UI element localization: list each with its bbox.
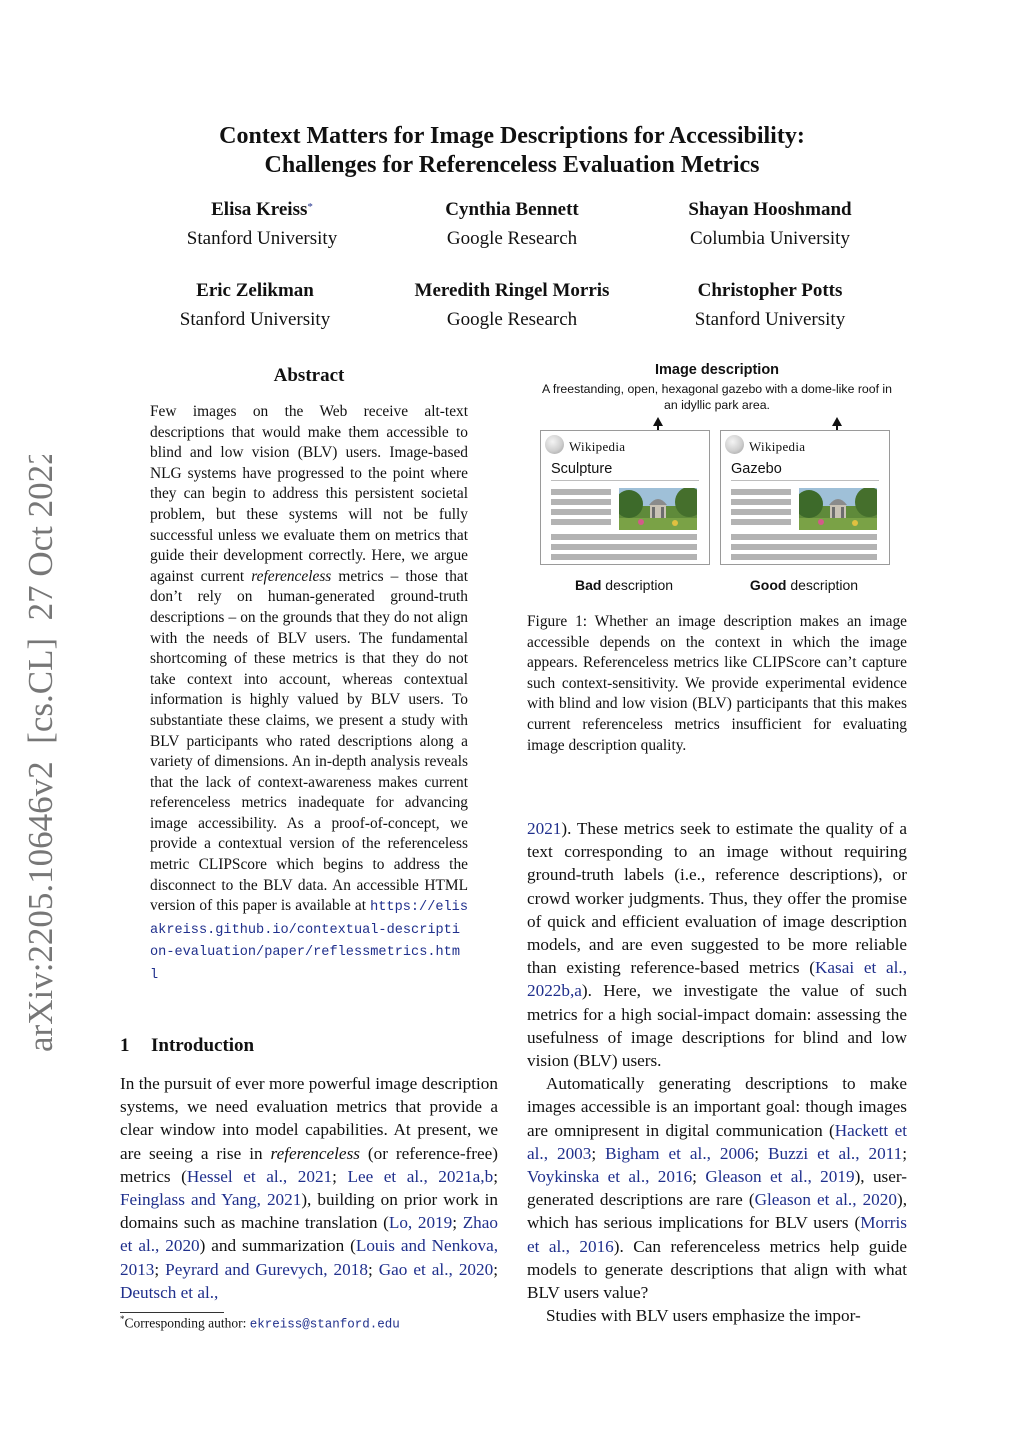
citation-link[interactable]: Hessel et al., 2021 bbox=[186, 1166, 333, 1186]
author-affiliation: Stanford University bbox=[186, 228, 338, 249]
citation-link[interactable]: Gleason et al., 2020 bbox=[754, 1190, 897, 1210]
bad-description-label bbox=[540, 577, 708, 593]
abstract-text: metrics – those that don’t rely on human-generated ground-truth descriptions – on the grounds that they do not align with the needs of BLV users. The fundamental shortcoming of these metrics is that they do not take context into account, whereas contextual information is highly valued by BLV users. To substantiate these claims, we present a study with BLV participants who rated descriptions along a variety of dimensions. An in-depth analysis reveals that the lack of context-awareness makes current referenceless metrics inadequate for advancing image accessibility. As a proof-of-concept, we provide a contextual version of the referenceless metric CLIPScore which begins to address the disconnect to the BLV data. An accessible HTML version of this paper is available at bbox=[150, 567, 469, 915]
citation-link[interactable]: Peyrard and Gurevych, 2018 bbox=[165, 1259, 368, 1279]
text-placeholder-line bbox=[731, 554, 877, 560]
wikipedia-wordmark: Wikipedia bbox=[569, 439, 626, 454]
label-bold: Good bbox=[749, 577, 787, 593]
author-affiliation: Columbia University bbox=[690, 228, 850, 249]
author-name: Eric Zelikman bbox=[196, 280, 314, 301]
paper-title bbox=[120, 122, 904, 180]
text-placeholder-line bbox=[551, 509, 611, 515]
page-title: Gazebo bbox=[731, 461, 782, 477]
citation-link[interactable]: Lee et al., 2021a,b bbox=[347, 1166, 494, 1186]
text-placeholder-line bbox=[551, 519, 611, 525]
text-placeholder-line bbox=[731, 519, 791, 525]
body-text: ; bbox=[452, 1213, 463, 1233]
citation-link[interactable]: Zhao et al., 2020 bbox=[120, 1213, 499, 1256]
figure-caption: Figure 1: Whether an image description makes an image accessible depends on the context in which the image appears. Referenceless metrics like CLIPScore can’t capture such context-sensitivity. We provide experimental evidence with blind and low vision (BLV) participants that this makes current referenceless metrics insufficient for evaluating image description quality. bbox=[527, 613, 907, 754]
author-name: Elisa Kreiss bbox=[211, 199, 308, 220]
author-affiliation: Google Research bbox=[446, 309, 578, 330]
body-text: ; bbox=[902, 1143, 908, 1163]
text-placeholder-line bbox=[731, 534, 877, 540]
arrow-head-icon bbox=[653, 417, 663, 426]
citation-link[interactable]: Buzzi et al., 2011 bbox=[768, 1143, 903, 1163]
citation-link[interactable]: Gao et al., 2020 bbox=[378, 1259, 494, 1279]
body-text: ), user-generated descriptions are rare ( bbox=[527, 1167, 907, 1210]
section-heading bbox=[120, 1035, 254, 1057]
text-placeholder-line bbox=[551, 544, 697, 550]
text-placeholder-line bbox=[731, 544, 877, 550]
intro-paragraph bbox=[120, 1072, 498, 1304]
body-text: ; bbox=[367, 1259, 379, 1279]
arrow-head-icon bbox=[832, 417, 842, 426]
author-name: Shayan Hooshmand bbox=[688, 199, 852, 220]
body-text: ; bbox=[493, 1259, 498, 1279]
wikipedia-globe-icon bbox=[725, 435, 744, 454]
label-text: description bbox=[786, 577, 859, 593]
author-block bbox=[620, 195, 920, 253]
body-text: ), building on prior work in domains such as machine translation ( bbox=[120, 1190, 498, 1233]
citation-link[interactable]: 2021 bbox=[527, 819, 562, 838]
section-title: Introduction bbox=[151, 1035, 255, 1056]
paragraph bbox=[527, 817, 907, 1072]
abstract-text: Few images on the Web receive alt-text descriptions that would make them accessible to blind and low vision (BLV) users. Image-based NLG systems have progressed to the point where they can begin to address this persistent societal problem, but these systems will not be fully successful unless we evaluate them on metrics that guide their development correctly. Here, we argue against current bbox=[150, 403, 468, 585]
footnote-text: Corresponding author: bbox=[124, 1315, 250, 1331]
right-column-body bbox=[527, 817, 907, 1327]
title-divider bbox=[551, 480, 699, 481]
gazebo-photo bbox=[619, 488, 697, 530]
author-block bbox=[620, 276, 920, 334]
body-text: In the pursuit of ever more powerful image description systems, we need evaluation metrics that provide a clear window into model capabilities. At present, we are seeing a rise in bbox=[120, 1074, 498, 1163]
body-emphasis: referenceless bbox=[270, 1143, 360, 1163]
title-line-2: Challenges for Referenceless Evaluation Metrics bbox=[264, 152, 760, 178]
text-placeholder-line bbox=[551, 489, 611, 495]
citation-link[interactable]: Feinglass and Yang, 2021 bbox=[120, 1190, 302, 1210]
author-block bbox=[362, 276, 662, 334]
text-placeholder-line bbox=[731, 499, 791, 505]
citation-link[interactable]: Louis and Nenkova, 2013 bbox=[120, 1236, 498, 1279]
body-text: Automatically generating descriptions to make images accessible is an important goal: though images are omnipresent in digital communication ( bbox=[527, 1074, 907, 1140]
footnote bbox=[120, 1314, 400, 1332]
author-name: Cynthia Bennett bbox=[445, 199, 579, 220]
gazebo-photo bbox=[799, 488, 877, 530]
body-text: ), which has serious implications for BLV users ( bbox=[527, 1190, 907, 1233]
author-block bbox=[105, 276, 405, 334]
body-text: ; bbox=[493, 1166, 498, 1186]
page-title: Sculpture bbox=[551, 461, 613, 477]
label-bold: Bad bbox=[574, 577, 602, 593]
body-text: ; bbox=[754, 1143, 769, 1163]
paragraph bbox=[527, 1072, 907, 1304]
email-link[interactable]: ekreiss@stanford.edu bbox=[249, 1317, 400, 1332]
abstract-body bbox=[150, 402, 468, 987]
citation-link[interactable]: Deutsch et al., bbox=[120, 1282, 219, 1302]
body-text: ; bbox=[591, 1143, 606, 1163]
author-affiliation: Stanford University bbox=[179, 309, 331, 330]
citation-link[interactable]: Hackett et al., 2003 bbox=[527, 1120, 907, 1163]
citation-link[interactable]: Kasai et al., 2022b,a bbox=[527, 958, 907, 1001]
author-block bbox=[362, 195, 662, 253]
text-placeholder-line bbox=[551, 499, 611, 505]
label-text: description bbox=[601, 577, 674, 593]
body-text: ). Can referenceless metrics help guide models to generate descriptions that align with what BLV users value? bbox=[527, 1236, 907, 1303]
citation-link[interactable]: Bigham et al., 2006 bbox=[605, 1143, 755, 1163]
author-name: Christopher Potts bbox=[697, 280, 843, 301]
wikipedia-wordmark: Wikipedia bbox=[749, 439, 806, 454]
abstract-emphasis: referenceless bbox=[251, 567, 332, 585]
text-placeholder-line bbox=[731, 489, 791, 495]
body-text: ). Here, we investigate the value of such metrics for a high social-impact domain: assessing the usefulness of image descriptions for blind and low vision (BLV) users. bbox=[527, 981, 907, 1071]
abstract-heading: Abstract bbox=[273, 365, 345, 386]
figure-description-text: A freestanding, open, hexagonal gazebo with a dome-like roof in an idyllic park area. bbox=[541, 382, 892, 412]
arxiv-stamp bbox=[20, 455, 62, 1055]
text-placeholder-line bbox=[551, 554, 697, 560]
title-divider bbox=[731, 480, 879, 481]
citation-link[interactable]: Morris et al., 2016 bbox=[527, 1213, 907, 1256]
body-text: ) and summarization ( bbox=[199, 1236, 356, 1256]
body-text: (or reference-free) metrics ( bbox=[120, 1143, 498, 1186]
figure-1 bbox=[526, 360, 908, 600]
text-placeholder-line bbox=[551, 534, 697, 540]
section-number: 1 bbox=[120, 1035, 130, 1056]
citation-link[interactable]: Lo, 2019 bbox=[388, 1213, 453, 1233]
body-text: ). These metrics seek to estimate the quality of a text corresponding to an image without requiring ground-truth labels (i.e., reference descriptions), or crowd worker judgments. Thus, they offer the promise of quick and efficient evaluation of image description models, and are even suggested to be more reliable than existing reference-based metrics ( bbox=[527, 819, 907, 978]
wiki-panel-sculpture bbox=[540, 430, 710, 565]
footnote-marker[interactable]: * bbox=[307, 201, 313, 213]
arxiv-stamp-text: arXiv:2205.10646v2 [cs.CL] 27 Oct 2022 bbox=[21, 455, 60, 1052]
wiki-panel-gazebo bbox=[720, 430, 890, 565]
body-text: Studies with BLV users emphasize the impor- bbox=[546, 1306, 861, 1326]
footnote-marker: * bbox=[120, 1314, 125, 1324]
text-placeholder-line bbox=[731, 509, 791, 515]
footnote-divider bbox=[120, 1312, 224, 1313]
good-description-label bbox=[720, 577, 888, 593]
body-text: ; bbox=[692, 1167, 706, 1187]
body-text: ; bbox=[332, 1166, 348, 1186]
author-name: Meredith Ringel Morris bbox=[414, 280, 610, 301]
html-version-link[interactable]: https://elisakreiss.github.io/contextual-description-evaluation/paper/reflessmetrics.html bbox=[150, 900, 468, 984]
paragraph bbox=[527, 1304, 907, 1327]
body-text: ; bbox=[154, 1259, 166, 1279]
citation-link[interactable]: Voykinska et al., 2016 bbox=[527, 1167, 693, 1187]
title-line-1: Context Matters for Image Descriptions for Accessibility: bbox=[219, 123, 805, 149]
author-affiliation: Stanford University bbox=[694, 309, 846, 330]
figure-description-heading: Image description bbox=[654, 362, 780, 378]
citation-link[interactable]: Gleason et al., 2019 bbox=[705, 1167, 855, 1187]
author-affiliation: Google Research bbox=[446, 228, 578, 249]
wikipedia-globe-icon bbox=[545, 435, 564, 454]
